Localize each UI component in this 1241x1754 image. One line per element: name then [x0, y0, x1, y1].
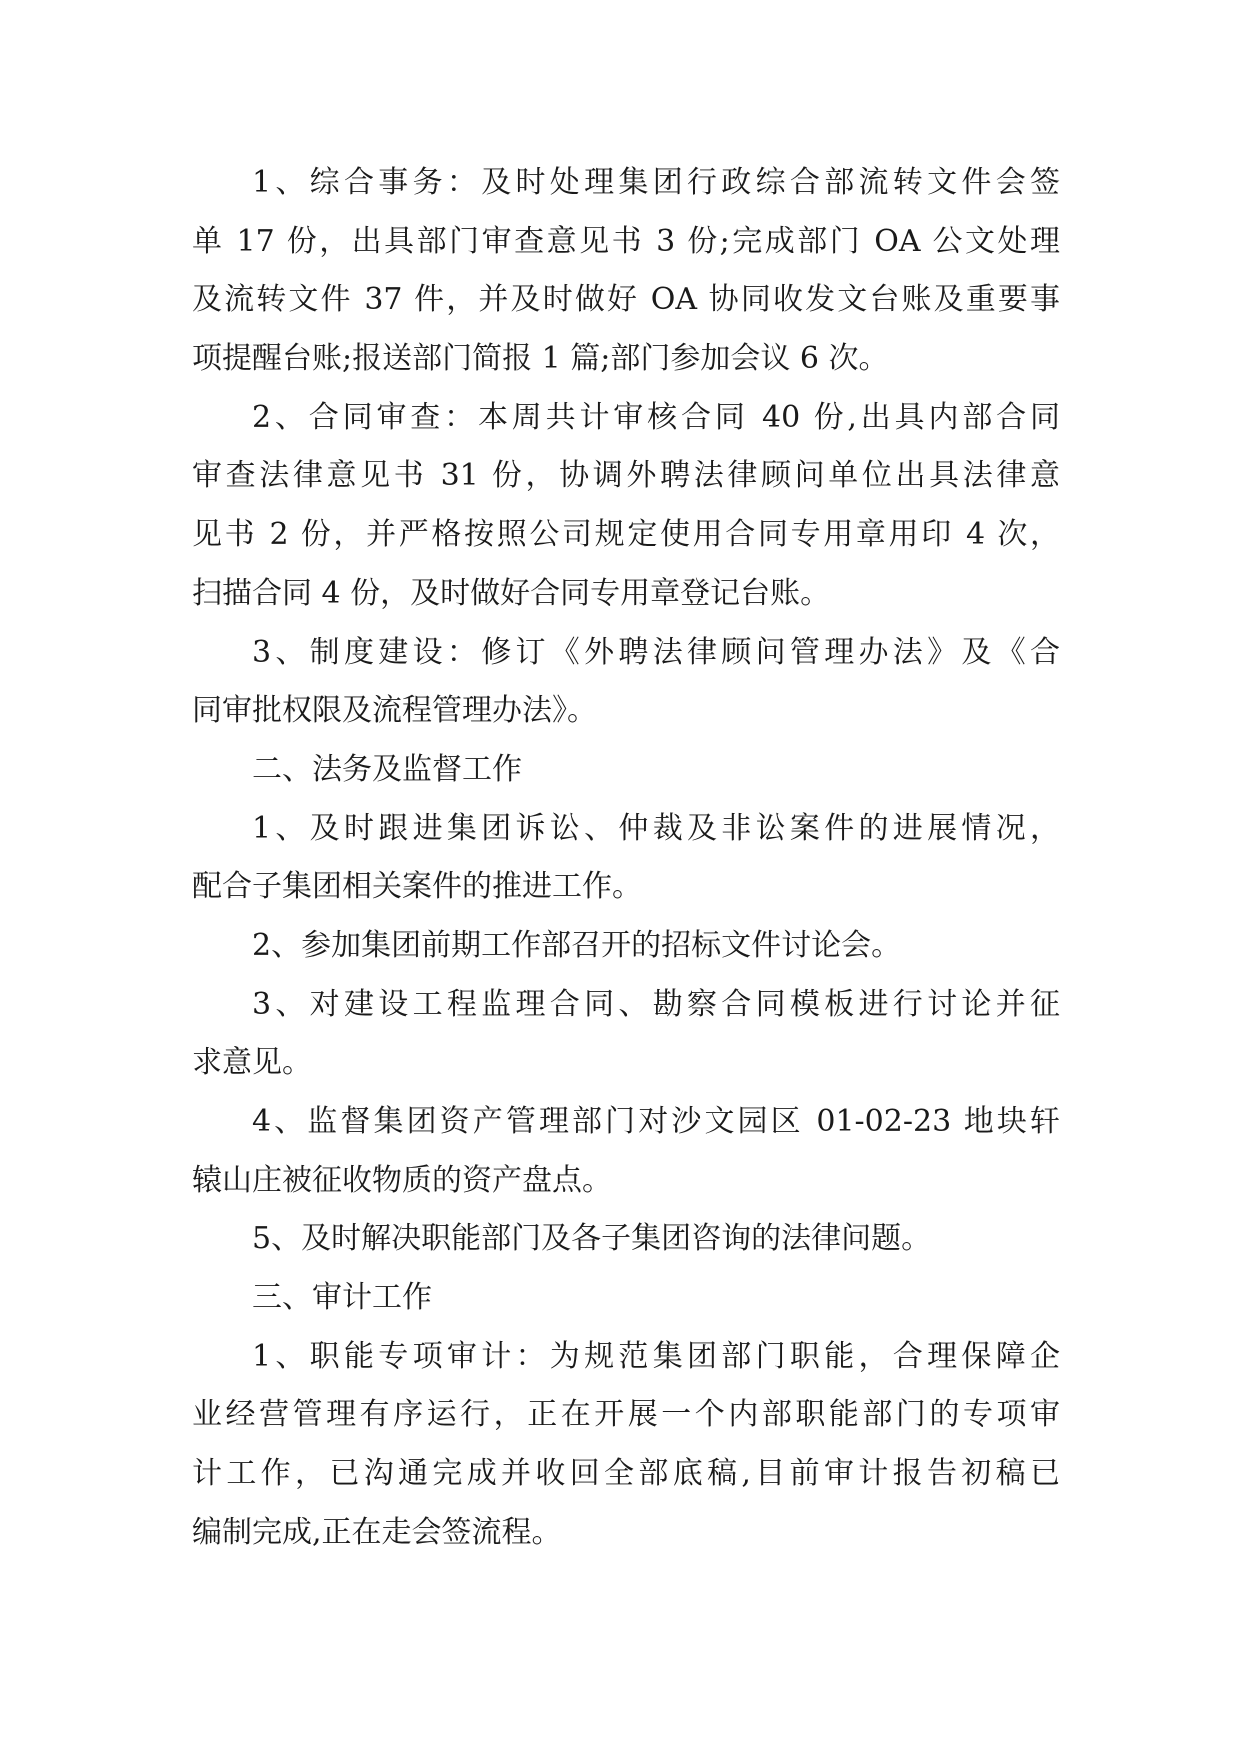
text-line: 同审批权限及流程管理办法》。 [192, 693, 597, 729]
text-line: 及流转文件 37 件，并及时做好 OA 协同收发文台账及重要事 [192, 282, 1060, 318]
text-line: 3、对建设工程监理合同、勘察合同模板进行讨论并征 [252, 986, 1060, 1022]
text-line: 审查法律意见书 31 份，协调外聘法律顾问单位出具法律意 [192, 458, 1060, 494]
text-line: 1、综合事务：及时处理集团行政综合部流转文件会签 [252, 165, 1060, 200]
text-line: 2、合同审查：本周共计审核合同 40 份,出具内部合同 [252, 399, 1060, 435]
section-heading: 三、审计工作 [252, 1280, 432, 1316]
text-line: 编制完成,正在走会签流程。 [192, 1514, 562, 1550]
text-line: 求意见。 [192, 1045, 312, 1081]
document-body [192, 154, 1060, 1563]
text-line: 1、及时跟进集团诉讼、仲裁及非讼案件的进展情况， [252, 810, 1060, 846]
text-line: 扫描合同 4 份，及时做好合同专用章登记台账。 [192, 575, 831, 611]
text-line: 计工作，已沟通完成并收回全部底稿,目前审计报告初稿已 [192, 1456, 1060, 1492]
text-line: 见书 2 份，并严格按照公司规定使用合同专用章用印 4 次， [192, 517, 1060, 553]
text-line: 2、参加集团前期工作部召开的招标文件讨论会。 [252, 927, 902, 963]
text-line: 辕山庄被征收物质的资产盘点。 [192, 1162, 612, 1198]
text-line: 单 17 份，出具部门审查意见书 3 份;完成部门 OA 公文处理 [192, 223, 1060, 259]
text-line: 配合子集团相关案件的推进工作。 [192, 869, 642, 905]
text-line: 业经营管理有序运行，正在开展一个内部职能部门的专项审 [192, 1397, 1060, 1433]
text-line: 4、监督集团资产管理部门对沙文园区 01-02-23 地块轩 [252, 1104, 1060, 1139]
text-line: 项提醒台账;报送部门简报 1 篇;部门参加会议 6 次。 [192, 341, 889, 377]
text-line: 3、制度建设：修订《外聘法律顾问管理办法》及《合 [252, 634, 1060, 670]
text-line: 1、职能专项审计：为规范集团部门职能，合理保障企 [252, 1338, 1060, 1374]
text-line: 5、及时解决职能部门及各子集团咨询的法律问题。 [252, 1221, 932, 1257]
section-heading: 二、法务及监督工作 [252, 751, 522, 787]
